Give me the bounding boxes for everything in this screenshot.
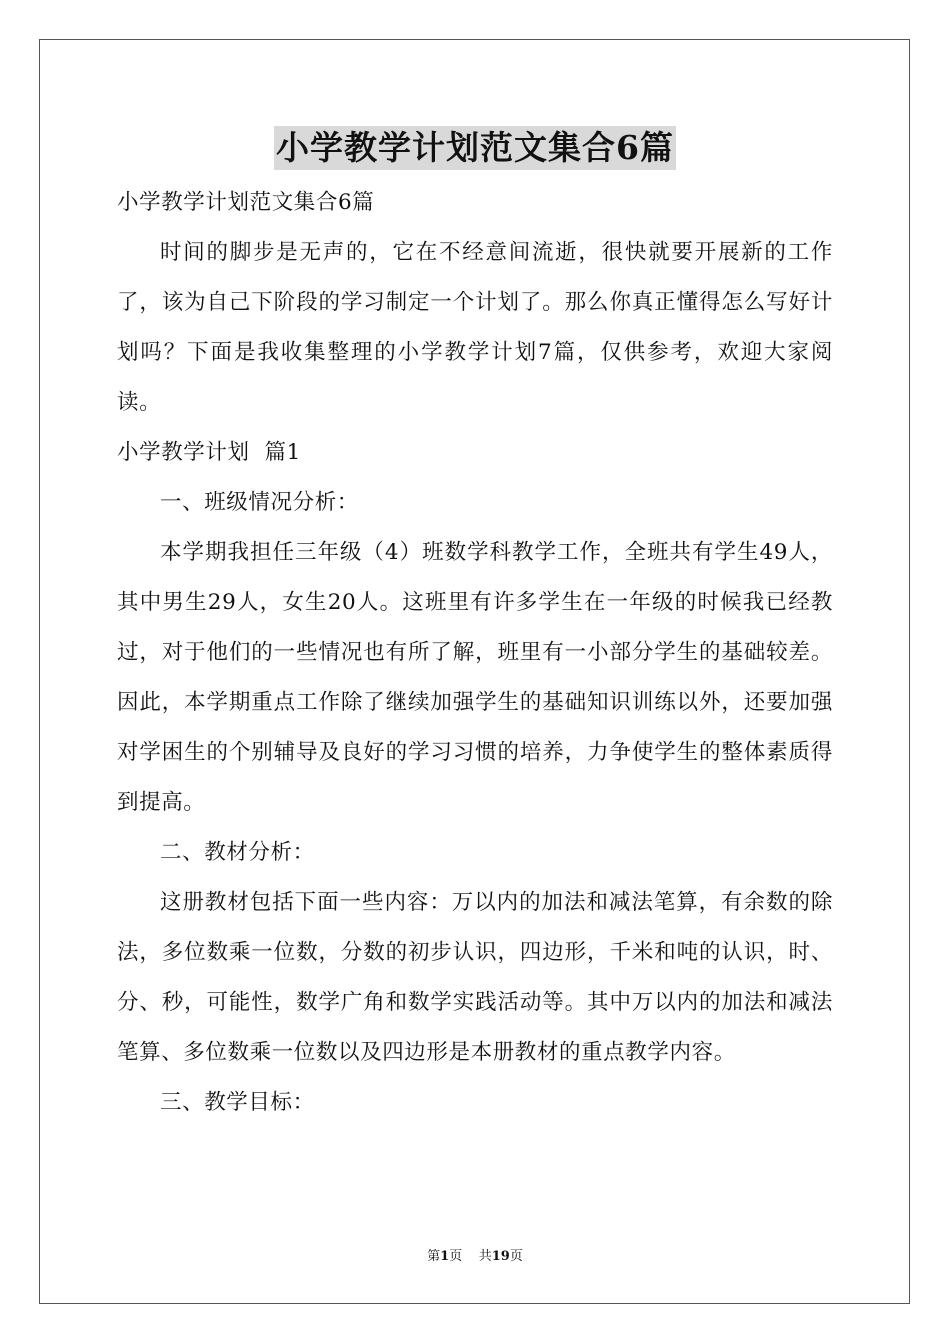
section2-paragraph: 这册教材包括下面一些内容：万以内的加法和减法笔算，有余数的除法，多位数乘一位数，分数的初步认识，四边形，千米和吨的认识，时、分、秒，可能性，数学广角和数学实践活动等。其中万以内的加法和减法笔算、多位数乘一位数以及四边形是本册教材的重点教学内容。: [117, 890, 833, 1065]
total-label-prefix: 共: [478, 1249, 492, 1264]
page-footer: [0, 1248, 950, 1266]
page-label-suffix: 页: [449, 1249, 463, 1264]
total-label-suffix: 页: [509, 1249, 523, 1264]
title-container: [0, 126, 950, 170]
intro-paragraph: 时间的脚步是无声的，它在不经意间流逝，很快就要开展新的工作了，该为自己下阶段的学习制定一个计划了。那么你真正懂得怎么写好计划吗？下面是我收集整理的小学教学计划7篇，仅供参考，欢迎大家阅读。: [117, 240, 833, 415]
document-subtitle: 小学教学计划范文集合6篇: [117, 190, 375, 215]
section-heading: 小学教学计划 篇1: [117, 440, 301, 465]
section1-heading: 一、班级情况分析：: [160, 490, 359, 515]
section2-heading: 二、教材分析：: [160, 840, 315, 865]
document-title: 小学教学计划范文集合6篇: [274, 126, 676, 170]
page-number: 1: [440, 1249, 450, 1264]
page-label-prefix: 第: [427, 1249, 441, 1264]
document-body: [117, 178, 833, 1128]
section1-paragraph: 本学期我担任三年级（4）班数学科教学工作，全班共有学生49人，其中男生29人，女生20人。这班里有许多学生在一年级的时候我已经教过，对于他们的一些情况也有所了解，班里有一小部分学生的基础较差。因此，本学期重点工作除了继续加强学生的基础知识训练以外，还要加强对学困生的个别辅导及良好的学习习惯的培养，力争使学生的整体素质得到提高。: [117, 540, 833, 815]
total-pages: 19: [491, 1249, 510, 1264]
section3-heading: 三、教学目标：: [160, 1090, 315, 1115]
